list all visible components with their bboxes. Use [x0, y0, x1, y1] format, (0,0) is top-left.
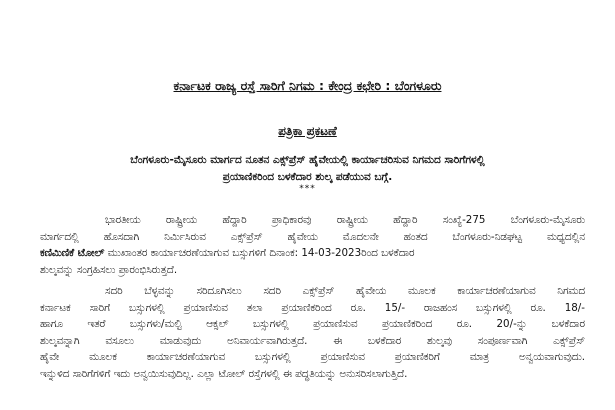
paragraph-line: ಕರ್ನಾಟಕ ಸಾರಿಗೆ ಬಸ್ಸುಗಳಲ್ಲಿ ಪ್ರಯಾಣಿಸುವ ತಲಾ ಪ್ರಯಾಣಿಕರಿಂದ ರೂ. 15/- ರಾಜಹಂಸ ಬಸ್ಸುಗಳಲ್ಲಿ ರೂ. 18/- [40, 301, 585, 314]
paragraph-2 [40, 283, 585, 382]
paragraph-line [40, 245, 585, 262]
toll-name: ಕಣಿಮಿಣಿಕೆ ಟೋಲ್ [40, 247, 105, 259]
organization-heading: ಕರ್ನಾಟಕ ರಾಜ್ಯ ರಸ್ತೆ ಸಾರಿಗೆ ನಿಗಮ : ಕೇಂದ್ರ ಕಛೇರಿ : ಬೆಂಗಳೂರು [173, 78, 442, 93]
paragraph-line: ಇನ್ನುಳಿದ ಸಾರಿಗೆಗಳಿಗೆ ಇದು ಅನ್ವಯಿಸುವುದಿಲ್ಲ. ಎಲ್ಲಾ ಟೋಲ್ ರಸ್ತೆಗಳಲ್ಲಿ ಈ ಪದ್ಧತಿಯನ್ನು ಅನುಸರಿಸಲಾಗುತ್ತಿದೆ. [40, 367, 408, 380]
paragraph-line: ಶುಲ್ಕವನ್ನು ಸಂಗ್ರಹಿಸಲು ಪ್ರಾರಂಭಿಸಿರುತ್ತದೆ. [40, 263, 178, 276]
subject-line: ಪ್ರಯಾಣಿಕರಿಂದ ಬಳಕೆದಾರ ಶುಲ್ಕ ಪಡೆಯುವ ಬಗ್ಗೆ. [222, 171, 393, 183]
subject-block [70, 152, 545, 186]
paragraph-line: ಸದರಿ ಬೆಳ್ಳವನ್ನು ಸರಿದೂಗಿಸಲು ಸದರಿ ಎಕ್ಸ್‌ಪ್ರೆಸ್ ಹೈವೇಯ ಮೂಲಕ ಕಾರ್ಯಾಚರಣೆಯಾಗುವ ನಿಗಮದ [105, 285, 585, 297]
separator: *** [299, 184, 316, 194]
paragraph-1 [40, 212, 585, 278]
paragraph-line: ಹಾಗೂ ಇತರೆ ಬಸ್ಸುಗಳು/ಮಲ್ಟಿ ಆಕ್ಸಲ್ ಬಸ್ಸುಗಳಲ್ಲಿ ಪ್ರಯಾಣಿಸುವ ಪ್ರಯಾಣಿಕರಿಂದ ರೂ. 20/-ನ್ನು ಬಳಕೆದಾರ [40, 318, 585, 330]
press-release-heading: ಪತ್ರಿಕಾ ಪ್ರಕಟಣೆ [278, 124, 337, 138]
subject-line: ಬೆಂಗಳೂರು-ಮೈಸೂರು ಮಾರ್ಗದ ನೂತನ ಎಕ್ಸ್‌ಪ್ರೆಸ್ ಹೈವೇಯಲ್ಲಿ ಕಾರ್ಯಾಚರಿಸುವ ನಿಗಮದ ಸಾರಿಗೆಗಳಲ್ಲಿ [130, 154, 485, 166]
paragraph-text: ಮುಖಾಂತರ ಕಾರ್ಯಾಚರಣೆಯಾಗುವ ಬಸ್ಸುಗಳಿಗೆ ದಿನಾಂಕ: 14-03-2023ರಿಂದ ಬಳಕೆದಾರ [104, 247, 415, 259]
paragraph-line: ಹೈವೇ ಮೂಲಕ ಕಾರ್ಯಾಚರಣೆಯಾಗುವ ಬಸ್ಸುಗಳಲ್ಲಿ ಪ್ರಯಾಣಿಸುವ ಪ್ರಯಾಣಿಕರಿಗೆ ಮಾತ್ರ ಅನ್ವಯವಾಗುವುದು. [40, 351, 585, 363]
paragraph-line: ಭಾರತೀಯ ರಾಷ್ಟ್ರೀಯ ಹೆದ್ದಾರಿ ಪ್ರಾಧಿಕಾರವು ರಾಷ್ಟ್ರೀಯ ಹೆದ್ದಾರಿ ಸಂಖ್ಯೆ-275 ಬೆಂಗಳೂರು-ಮೈಸೂರು [105, 214, 585, 226]
paragraph-line: ಶುಲ್ಕವನ್ನಾಗಿ ವಸೂಲು ಮಾಡುವುದು ಅನಿವಾರ್ಯವಾಗಿರುತ್ತದೆ. ಈ ಬಳಕೆದಾರ ಶುಲ್ಕವು ಸಂಪೂರ್ಣವಾಗಿ ಎಕ್ಸ್‌ಪ್ರೆಸ್ [40, 334, 585, 347]
paragraph-line: ಮಾರ್ಗದಲ್ಲಿ ಹೊಸದಾಗಿ ನಿರ್ಮಿಸಿರುವ ಎಕ್ಸ್‌ಪ್ರೆಸ್ ಹೈವೇಯ ಮೊದಲನೇ ಹಂತದ ಬೆಂಗಳೂರು-ನಿಡಘಟ್ಟ ಮಧ್ಯದಲ್ಲಿನ [40, 230, 585, 243]
